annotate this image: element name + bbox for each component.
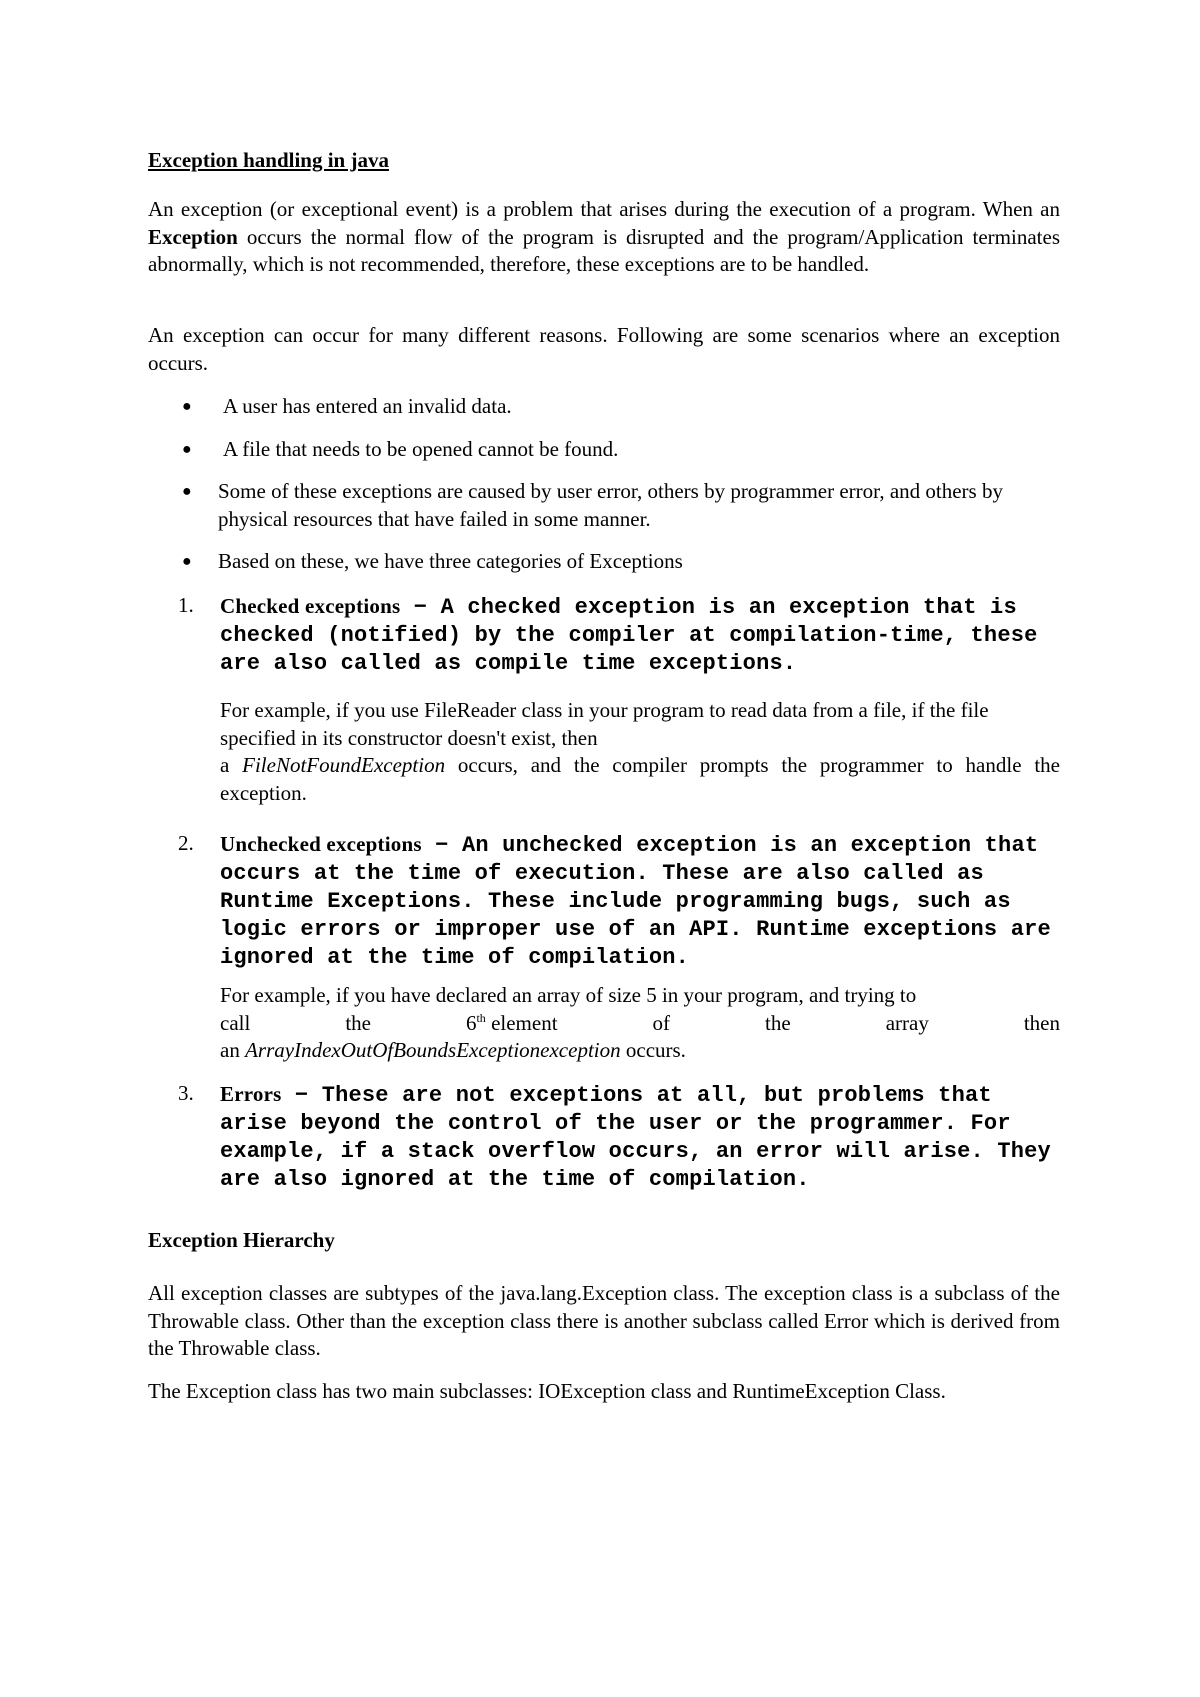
- example-text: an: [220, 1038, 246, 1062]
- document-title: Exception handling in java: [148, 148, 389, 172]
- category-body: [220, 830, 1060, 972]
- hierarchy-heading: Exception Hierarchy: [148, 1228, 335, 1252]
- list-item: [178, 478, 1060, 533]
- example-word-6th: 6th element: [465, 1010, 558, 1035]
- checked-example: [220, 697, 1060, 807]
- example-exception-name: FileNotFoundException: [242, 753, 446, 777]
- example-word: the: [345, 1010, 371, 1035]
- example-word: array: [885, 1010, 929, 1035]
- example-text: occurs, and the compiler prompts the programmer to handle the exception.: [220, 753, 1060, 805]
- bullet-icon: ●: [182, 398, 192, 415]
- bullet-icon: ●: [182, 440, 192, 458]
- superscript: th: [476, 1010, 486, 1025]
- example-exception-name: ArrayIndexOutOfBoundsExceptionexception: [245, 1038, 621, 1062]
- category-term: Errors: [220, 1082, 282, 1106]
- list-item-text: A file that needs to be opened cannot be found.: [223, 436, 619, 461]
- unchecked-example: [220, 982, 1060, 1065]
- example-line: For example, if you have declared an array of size 5 in your program, and trying to: [220, 983, 917, 1007]
- list-item: [178, 393, 1060, 421]
- example-text: occurs.: [620, 1038, 686, 1062]
- bullet-icon: ●: [182, 483, 192, 500]
- example-word: then: [1023, 1010, 1060, 1035]
- intro-text-2: occurs the normal flow of the program is disrupted and the program/Application terminates abnormally, which is not recommended, therefore, these exceptions are to be handled.: [148, 224, 1060, 276]
- example-line: [220, 1010, 1060, 1038]
- hierarchy-paragraph-1: All exception classes are subtypes of the java.lang.Exception class. The exception class is a subclass of the Throwable class. Other than the exception class there is another subclass called Error which is derived from the Throwable class.: [148, 1281, 1060, 1360]
- list-item-text: A user has entered an invalid data.: [223, 394, 512, 418]
- example-word: of: [652, 1010, 671, 1035]
- example-text: a: [220, 753, 243, 777]
- example-word: call: [220, 1010, 251, 1035]
- bullet-icon: ●: [182, 553, 192, 570]
- category-description: An unchecked exception is an exception that occurs at the time of execution. These are also called as Runtime Exceptions. These include programming bugs, such as logic errors or improper use of an API. Runtime exceptions are ignored at the time of compilation.: [220, 833, 1051, 970]
- reasons-paragraph: An exception can occur for many different reasons. Following are some scenarios where an exception occurs.: [148, 323, 1060, 375]
- category-description: These are not exceptions at all, but problems that arise beyond the control of the user or the programmer. For example, if a stack overflow occurs, an error will arise. They are also ignored at the time of compilation.: [220, 1083, 1051, 1192]
- example-line: [220, 752, 1060, 807]
- category-description: A checked exception is an exception that is checked (notified) by the compiler at compilation-time, these are also called as compile time exceptions.: [220, 595, 1038, 676]
- example-line: For example, if you use FileReader class in your program to read data from a file, if the file specified in its constructor doesn't exist, then: [220, 698, 989, 750]
- intro-bold-term: Exception: [148, 224, 238, 249]
- category-number: 2.: [178, 831, 194, 855]
- list-item: [178, 548, 1060, 576]
- list-item-text: Some of these exceptions are caused by user error, others by programmer error, and others by physical resources that have failed in some manner.: [218, 479, 1003, 531]
- category-dash: −: [281, 1083, 322, 1108]
- category-term: Checked exceptions: [220, 594, 401, 618]
- example-word: the: [765, 1010, 791, 1035]
- category-number: 1.: [178, 593, 194, 617]
- intro-text-1: An exception (or exceptional event) is a problem that arises during the execution of a program. When an: [148, 197, 1060, 221]
- hierarchy-paragraph-2: The Exception class has two main subclasses: IOException class and RuntimeException Class.: [148, 1379, 946, 1403]
- category-body: [220, 1080, 1060, 1194]
- list-item-text: Based on these, we have three categories of Exceptions: [218, 549, 683, 573]
- example-line: [220, 1037, 1060, 1065]
- category-dash: −: [400, 595, 441, 620]
- category-number: 3.: [178, 1081, 194, 1105]
- list-item: [178, 436, 1060, 464]
- intro-paragraph: [148, 196, 1060, 279]
- scenario-list: [178, 393, 1060, 591]
- category-term: Unchecked exceptions: [220, 832, 422, 856]
- category-body: [220, 592, 1060, 678]
- category-dash: −: [421, 833, 462, 858]
